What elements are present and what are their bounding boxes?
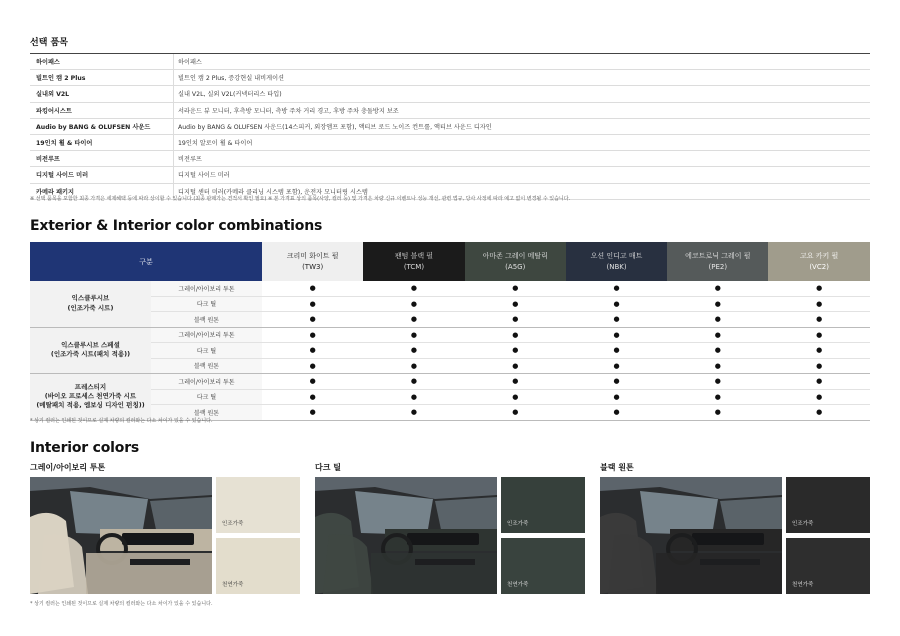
availability-dot: ● [714,284,721,293]
swatch-label: 천연가죽 [222,582,244,588]
availability-dot: ● [309,330,316,339]
option-desc: 19인치 알로이 휠 & 타이어 [173,135,870,150]
availability-dot: ● [512,408,519,417]
leather-swatch-natural [216,538,300,594]
availability-dot: ● [613,392,620,401]
availability-dot: ● [309,346,316,355]
availability-dot: ● [714,408,721,417]
exterior-color-code: (PE2) [708,262,728,271]
combination-row [151,374,870,390]
availability-dot: ● [410,392,417,401]
option-desc: 하이패스 [173,54,870,69]
availability-dot: ● [410,346,417,355]
exterior-color-header [566,242,667,281]
option-name: 19인치 휠 & 타이어 [36,140,93,148]
availability-dot: ● [613,361,620,370]
option-desc: Audio by BANG & OLUFSEN 사운드(14스피커, 외장앰프 포함), 액티브 로드 노이즈 컨트롤, 액티브 사운드 디자인 [173,119,870,134]
color-combination-table [30,242,870,421]
interior-color-name: 블랙 원톤 [151,312,262,327]
availability-dot: ● [714,299,721,308]
availability-dot: ● [816,284,823,293]
combination-row [151,405,870,420]
interior-color-name: 그레이/아이보리 투톤 [151,328,262,343]
exterior-color-code: (TCM) [403,262,425,271]
option-desc: 실내 V2L, 실외 V2L(커넥터리스 타입) [173,86,870,101]
availability-dot: ● [512,299,519,308]
option-row [30,70,870,86]
availability-dot: ● [816,408,823,417]
option-desc: 디지털 센터 미러(카메라 클리닝 시스템 포함), 운전자 모니터링 시스템 [173,184,870,199]
interior-color-name: 그레이/아이보리 투톤 [151,374,262,389]
options-note: ※ 선택 품목을 포함한 최종 가격은 세제혜택 등에 따라 상이할 수 있습니다.(최종 판매가는 견적서 확인 필요) ※ 본 가격표 상의 품목(사양, 컬러 등) 및 가격은 차량 신규 이벤트나 성능 개선, 관련 법규, 당사 사정에 따라 예고 없이 변경될 수 있습니다. [30,196,571,202]
availability-dot: ● [309,315,316,324]
availability-dot: ● [613,330,620,339]
option-desc: 서라운드 뷰 모니터, 후측방 모니터, 측방 주차 거리 경고, 후방 주차 충돌방지 보조 [173,103,870,118]
trim-label: 익스클루시브 (인조가죽 시트) [30,281,151,327]
swatch-label: 인조가죽 [222,521,244,527]
trim-label: 프레스티지 (바이오 프로세스 천연가죽 시트 (메탈패치 적용, 엠보싱 디자인 펀칭)) [30,374,151,420]
availability-dot: ● [309,392,316,401]
exterior-color-code: (A5G) [505,262,526,271]
availability-dot: ● [816,299,823,308]
leather-swatch-natural [501,538,585,594]
availability-dot: ● [309,361,316,370]
availability-dot: ● [613,299,620,308]
option-name: 파킹어시스트 [36,107,72,115]
option-desc: 디지털 사이드 미러 [173,167,870,182]
exterior-color-header [363,242,464,281]
combination-row [151,390,870,406]
exterior-color-code: (TW3) [302,262,324,271]
interior-note: * 상기 컬러는 인쇄된 것이므로 실제 차량의 컬러와는 다소 차이가 있을 수 있습니다. [30,601,213,607]
availability-dot: ● [816,315,823,324]
availability-dot: ● [512,377,519,386]
option-name: 실내외 V2L [36,91,70,99]
availability-dot: ● [714,330,721,339]
interior-color-name: 그레이/아이보리 투톤 [151,281,262,296]
options-table [30,53,870,200]
option-row [30,151,870,167]
availability-dot: ● [410,284,417,293]
options-title: 선택 품목 [30,38,68,48]
leather-swatch-synthetic [501,477,585,533]
exterior-color-header [465,242,566,281]
availability-dot: ● [512,315,519,324]
leather-swatch-synthetic [216,477,300,533]
option-desc: 비전루프 [173,151,870,166]
interior-panel-title: 블랙 원톤 [600,463,634,472]
exterior-color-name: 오션 인디고 매트 [590,252,643,260]
table-header-label: 구분 [30,242,262,281]
availability-dot: ● [714,346,721,355]
combination-row [151,343,870,359]
availability-dot: ● [714,377,721,386]
trim-group [30,328,870,375]
leather-swatch-natural [786,538,870,594]
option-row [30,103,870,119]
availability-dot: ● [410,330,417,339]
availability-dot: ● [816,330,823,339]
availability-dot: ● [410,377,417,386]
availability-dot: ● [410,299,417,308]
combos-title: Exterior & Interior color combinations [30,218,323,234]
interior-color-name: 다크 틸 [151,343,262,358]
exterior-color-header [667,242,768,281]
availability-dot: ● [410,361,417,370]
option-name: 비전루프 [36,156,60,164]
interior-panel-title: 그레이/아이보리 투톤 [30,463,106,472]
combos-note: * 상기 컬러는 인쇄된 것이므로 실제 차량의 컬러와는 다소 차이가 있을 수 있습니다. [30,418,213,424]
exterior-color-code: (NBK) [606,262,627,271]
option-name: Audio by BANG & OLUFSEN 사운드 [36,123,151,131]
availability-dot: ● [512,330,519,339]
swatch-label: 천연가죽 [507,582,529,588]
interior-color-name: 블랙 원톤 [151,405,262,420]
option-desc: 빌트인 캠 2 Plus, 증강현실 내비게이션 [173,70,870,85]
option-name: 카메라 패키지 [36,188,75,196]
interior-color-name: 다크 틸 [151,390,262,405]
cabin-image [315,477,497,594]
exterior-color-name: 고요 카키 펄 [800,252,839,260]
availability-dot: ● [816,377,823,386]
availability-dot: ● [410,408,417,417]
option-row [30,54,870,70]
leather-swatch-synthetic [786,477,870,533]
trim-label: 익스클루시브 스페셜 (인조가죽 시트(패치 적용)) [30,328,151,374]
exterior-color-name: 에코트로닉 그레이 펄 [685,252,751,260]
combination-row [151,312,870,327]
availability-dot: ● [816,361,823,370]
interior-panel-title: 다크 틸 [315,463,341,472]
exterior-color-name: 크리미 화이트 펄 [286,252,339,260]
option-row [30,86,870,102]
availability-dot: ● [714,392,721,401]
cabin-image [30,477,212,594]
availability-dot: ● [512,346,519,355]
combination-row [151,297,870,313]
availability-dot: ● [613,346,620,355]
availability-dot: ● [613,408,620,417]
exterior-color-code: (VC2) [809,262,829,271]
interior-color-name: 다크 틸 [151,297,262,312]
combination-row [151,359,870,374]
availability-dot: ● [512,284,519,293]
swatch-label: 인조가죽 [507,521,529,527]
availability-dot: ● [714,361,721,370]
exterior-color-header [768,242,869,281]
option-row [30,119,870,135]
availability-dot: ● [816,346,823,355]
availability-dot: ● [512,392,519,401]
availability-dot: ● [613,377,620,386]
option-name: 디지털 사이드 미러 [36,172,89,180]
availability-dot: ● [309,408,316,417]
combination-row [151,328,870,344]
availability-dot: ● [714,315,721,324]
swatch-label: 인조가죽 [792,521,814,527]
combination-row [151,281,870,297]
availability-dot: ● [613,284,620,293]
trim-group [30,374,870,421]
cabin-image [600,477,782,594]
exterior-color-header [262,242,363,281]
availability-dot: ● [816,392,823,401]
interior-color-name: 블랙 원톤 [151,359,262,374]
interior-title: Interior colors [30,440,140,456]
exterior-color-name: 아마존 그레이 메탈릭 [482,252,548,260]
option-row [30,167,870,183]
availability-dot: ● [410,315,417,324]
swatch-label: 천연가죽 [792,582,814,588]
option-name: 하이패스 [36,59,60,67]
option-row [30,135,870,151]
availability-dot: ● [309,284,316,293]
availability-dot: ● [309,299,316,308]
availability-dot: ● [512,361,519,370]
option-name: 빌트인 캠 2 Plus [36,75,86,83]
trim-group [30,281,870,328]
availability-dot: ● [309,377,316,386]
exterior-color-name: 팬텀 블랙 펄 [394,252,434,260]
availability-dot: ● [613,315,620,324]
